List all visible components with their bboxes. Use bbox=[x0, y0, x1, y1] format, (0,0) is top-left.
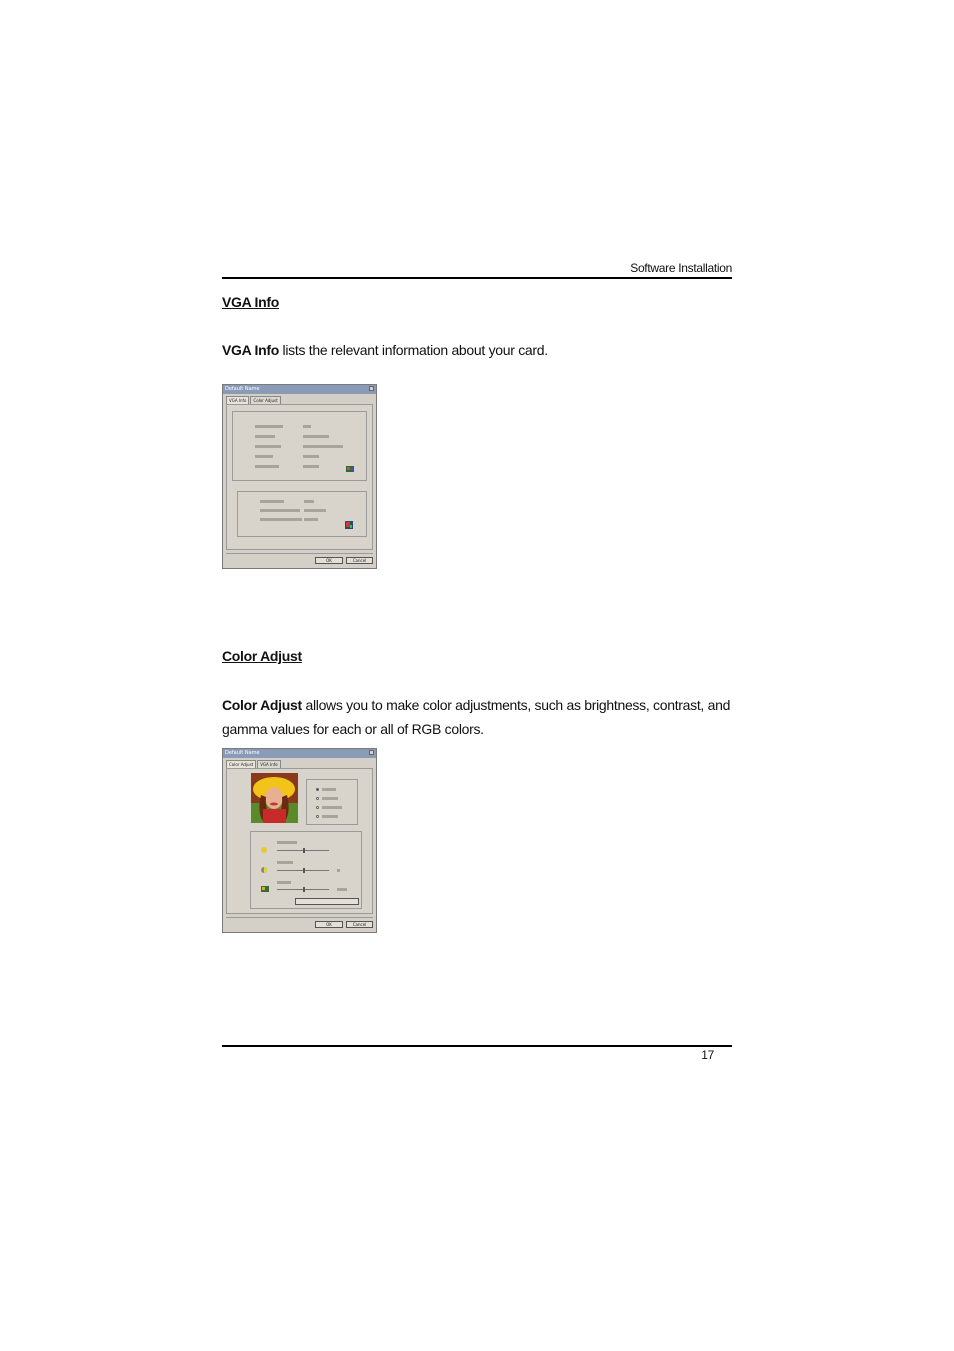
adjust-sliders-group bbox=[250, 831, 362, 909]
channel-label-placeholder bbox=[322, 806, 342, 809]
tab-vga-info: VGA Info bbox=[257, 760, 280, 768]
dialog-divider bbox=[226, 917, 373, 918]
page-number: 17 bbox=[701, 1048, 714, 1062]
info-row-placeholder bbox=[303, 435, 329, 438]
driver-icon bbox=[344, 520, 354, 530]
cancel-button: Cancel bbox=[346, 921, 373, 928]
dialog-tabs bbox=[226, 760, 282, 768]
color-adjust-description-rest: allows you to make color adjustments, such as brightness, contrast, and bbox=[301, 697, 731, 713]
channel-label-placeholder bbox=[322, 788, 336, 791]
info-row-placeholder bbox=[304, 500, 314, 503]
dialog-tabs bbox=[226, 396, 282, 404]
color-adjust-description-bold: Color Adjust bbox=[222, 697, 302, 713]
slider-label-placeholder bbox=[277, 841, 297, 844]
info-row-placeholder bbox=[304, 509, 326, 512]
preview-photo bbox=[251, 773, 298, 823]
info-row-placeholder bbox=[260, 518, 302, 521]
channel-radio bbox=[316, 815, 319, 818]
brightness-icon bbox=[260, 846, 268, 854]
dialog-titlebar bbox=[223, 385, 376, 394]
cancel-button: Cancel bbox=[346, 557, 373, 564]
vga-info-description bbox=[222, 338, 548, 362]
info-row-placeholder bbox=[260, 500, 284, 503]
vga-info-heading: VGA Info bbox=[222, 294, 279, 310]
channel-radio bbox=[316, 788, 319, 791]
info-row-placeholder bbox=[255, 445, 281, 448]
color-adjust-dialog-screenshot bbox=[222, 748, 377, 933]
slider-label-placeholder bbox=[277, 861, 293, 864]
color-adjust-description-line1 bbox=[222, 693, 742, 717]
slider-value-placeholder bbox=[337, 869, 340, 872]
brightness-slider-thumb bbox=[303, 848, 305, 853]
vga-info-description-rest: lists the relevant information about your card. bbox=[278, 342, 548, 358]
restore-default-button bbox=[295, 898, 359, 905]
channel-radio bbox=[316, 797, 319, 800]
contrast-icon bbox=[260, 866, 268, 874]
info-row-placeholder bbox=[255, 425, 283, 428]
info-row-placeholder bbox=[303, 455, 319, 458]
driver-info-group bbox=[237, 491, 367, 537]
vga-info-dialog-screenshot bbox=[222, 384, 377, 569]
ok-button: OK bbox=[315, 921, 343, 928]
info-row-placeholder bbox=[304, 518, 318, 521]
ok-button: OK bbox=[315, 557, 343, 564]
info-row-placeholder bbox=[303, 425, 311, 428]
dialog-panel bbox=[226, 768, 373, 914]
card-icon bbox=[345, 464, 355, 474]
tab-color-adjust: Color Adjust bbox=[250, 396, 280, 404]
info-row-placeholder bbox=[303, 465, 319, 468]
color-adjust-description bbox=[222, 693, 742, 741]
info-row-placeholder bbox=[260, 509, 300, 512]
vga-info-description-bold: VGA Info bbox=[222, 342, 279, 358]
close-icon bbox=[369, 750, 374, 755]
info-row-placeholder bbox=[255, 465, 279, 468]
close-icon bbox=[369, 386, 374, 391]
dialog-divider bbox=[226, 553, 373, 554]
slider-label-placeholder bbox=[277, 881, 291, 884]
tab-color-adjust: Color Adjust bbox=[226, 760, 256, 768]
header-rule bbox=[222, 277, 732, 279]
info-row-placeholder bbox=[303, 445, 343, 448]
dialog-title: Default Name bbox=[225, 386, 260, 392]
dialog-title: Default Name bbox=[225, 750, 260, 756]
gamma-slider-thumb bbox=[303, 887, 305, 892]
channel-radio bbox=[316, 806, 319, 809]
channel-label-placeholder bbox=[322, 797, 338, 800]
dialog-panel bbox=[226, 404, 373, 550]
tab-vga-info: VGA Info bbox=[226, 396, 249, 404]
color-channel-group bbox=[306, 779, 358, 825]
dialog-titlebar bbox=[223, 749, 376, 758]
contrast-slider-thumb bbox=[303, 868, 305, 873]
color-adjust-description-line2: gamma values for each or all of RGB colors. bbox=[222, 721, 484, 737]
color-adjust-heading: Color Adjust bbox=[222, 648, 302, 664]
info-row-placeholder bbox=[255, 435, 275, 438]
card-info-group bbox=[232, 411, 367, 481]
gamma-icon bbox=[260, 884, 270, 894]
running-header: Software Installation bbox=[630, 261, 732, 275]
footer-rule bbox=[222, 1045, 732, 1047]
slider-value-placeholder bbox=[337, 888, 347, 891]
info-row-placeholder bbox=[255, 455, 273, 458]
channel-label-placeholder bbox=[322, 815, 338, 818]
